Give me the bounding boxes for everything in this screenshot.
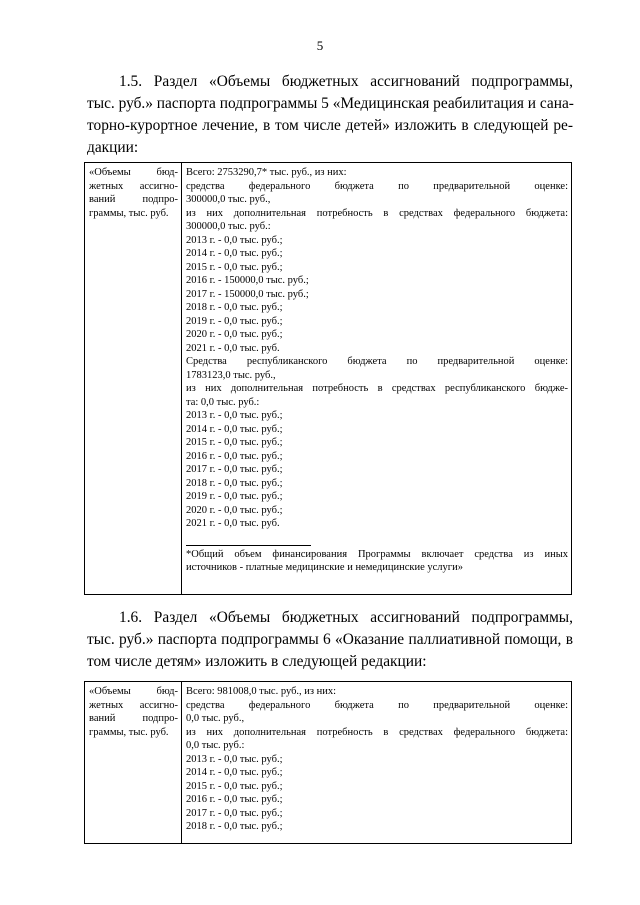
label-line: жетных ассигно- bbox=[89, 699, 178, 711]
value-line: Всего: 981008,0 тыс. руб., из них: bbox=[186, 686, 337, 697]
label-line: «Объемы бюд- bbox=[89, 167, 178, 178]
value-line: 300000,0 тыс. руб.: bbox=[186, 221, 271, 232]
table-label-cell bbox=[85, 163, 182, 594]
section-1-5-line: тыс. руб.» паспорта подпрограммы 5 «Медицинская реабилитация и сана- bbox=[87, 95, 574, 112]
label-line: «Объемы бюд- bbox=[89, 686, 178, 697]
value-line: 2014 г. - 0,0 тыс. руб.; bbox=[186, 767, 283, 778]
value-line: Всего: 2753290,7* тыс. руб., из них: bbox=[186, 167, 347, 178]
table-label-cell bbox=[85, 682, 182, 843]
label-line: жетных ассигно- bbox=[89, 180, 178, 192]
value-line: 2014 г. - 0,0 тыс. руб.; bbox=[186, 248, 283, 259]
value-line: 1783123,0 тыс. руб., bbox=[186, 369, 276, 381]
section-1-6-line: тыс. руб.» паспорта подпрограммы 6 «Оказание паллиативной помощи, в bbox=[87, 631, 573, 648]
table-value-cell bbox=[182, 163, 571, 594]
value-line: 2017 г. - 150000,0 тыс. руб.; bbox=[186, 288, 309, 300]
label-line: ваний подпро- bbox=[89, 713, 178, 724]
value-line: средства федерального бюджета по предварительной оценке: bbox=[186, 180, 568, 192]
value-line: средства федерального бюджета по предварительной оценке: bbox=[186, 699, 568, 711]
label-line: граммы, тыс. руб. bbox=[89, 207, 169, 219]
section-1-6-line: 1.6. Раздел «Объемы бюджетных ассигнований подпрограммы, bbox=[119, 609, 573, 626]
value-line: та: 0,0 тыс. руб.: bbox=[186, 396, 260, 408]
value-line: 2013 г. - 0,0 тыс. руб.; bbox=[186, 234, 283, 246]
value-line: 2017 г. - 0,0 тыс. руб.; bbox=[186, 807, 283, 819]
page-number: 5 bbox=[316, 38, 324, 53]
budget-table-subprogram-6 bbox=[84, 681, 572, 844]
value-line: 2021 г. - 0,0 тыс. руб. bbox=[186, 342, 280, 354]
value-line: 2019 г. - 0,0 тыс. руб.; bbox=[186, 491, 283, 502]
value-line: 2018 г. - 0,0 тыс. руб.; bbox=[186, 302, 283, 313]
value-line: 2021 г. - 0,0 тыс. руб. bbox=[186, 518, 280, 529]
value-line: 2019 г. - 0,0 тыс. руб.; bbox=[186, 315, 283, 327]
value-line: 2020 г. - 0,0 тыс. руб.; bbox=[186, 504, 283, 516]
value-line: 2020 г. - 0,0 тыс. руб.; bbox=[186, 329, 283, 340]
value-line: 2016 г. - 0,0 тыс. руб.; bbox=[186, 794, 283, 805]
section-1-5-line: дакции: bbox=[87, 139, 139, 156]
value-line: 300000,0 тыс. руб., bbox=[186, 194, 271, 205]
value-line: из них дополнительная потребность в средствах федерального бюджета: bbox=[186, 207, 568, 219]
table-value-cell bbox=[182, 682, 571, 843]
value-line: из них дополнительная потребность в средствах республиканского бюдже- bbox=[186, 383, 568, 394]
value-line: из них дополнительная потребность в средствах федерального бюджета: bbox=[186, 726, 568, 738]
value-line: 2018 г. - 0,0 тыс. руб.; bbox=[186, 821, 283, 832]
value-line: 2015 г. - 0,0 тыс. руб.; bbox=[186, 261, 283, 273]
section-1-5-line: торно-курортное лечение, в том числе детей» изложить в следующей ре- bbox=[87, 117, 573, 134]
value-line: 2016 г. - 150000,0 тыс. руб.; bbox=[186, 275, 309, 286]
footnote-separator bbox=[186, 545, 311, 546]
section-1-5-line: 1.5. Раздел «Объемы бюджетных ассигнований подпрограммы, bbox=[119, 73, 573, 90]
value-line: Средства республиканского бюджета по предварительной оценке: bbox=[186, 356, 568, 367]
label-line: ваний подпро- bbox=[89, 194, 178, 205]
label-line: граммы, тыс. руб. bbox=[89, 726, 169, 738]
value-line: 2018 г. - 0,0 тыс. руб.; bbox=[186, 477, 283, 489]
value-line: 2013 г. - 0,0 тыс. руб.; bbox=[186, 410, 283, 421]
value-line: 0,0 тыс. руб., bbox=[186, 713, 245, 724]
section-1-6-paragraph bbox=[87, 607, 573, 673]
value-line: 2017 г. - 0,0 тыс. руб.; bbox=[186, 464, 283, 475]
footnote-line: источников - платные медицинские и немедицинские услуги» bbox=[186, 562, 463, 573]
value-line: 2015 г. - 0,0 тыс. руб.; bbox=[186, 780, 283, 792]
value-line: 0,0 тыс. руб.: bbox=[186, 740, 245, 751]
section-1-6-line: том числе детям» изложить в следующей редакции: bbox=[87, 653, 427, 670]
budget-table-subprogram-5 bbox=[84, 162, 572, 595]
value-line: 2015 г. - 0,0 тыс. руб.; bbox=[186, 437, 283, 448]
value-line: 2014 г. - 0,0 тыс. руб.; bbox=[186, 423, 283, 435]
footnote-line: *Общий объем финансирования Программы включает средства из иных bbox=[186, 548, 568, 560]
value-line: 2013 г. - 0,0 тыс. руб.; bbox=[186, 753, 283, 765]
section-1-5-paragraph bbox=[87, 71, 573, 159]
value-line: 2016 г. - 0,0 тыс. руб.; bbox=[186, 450, 283, 462]
